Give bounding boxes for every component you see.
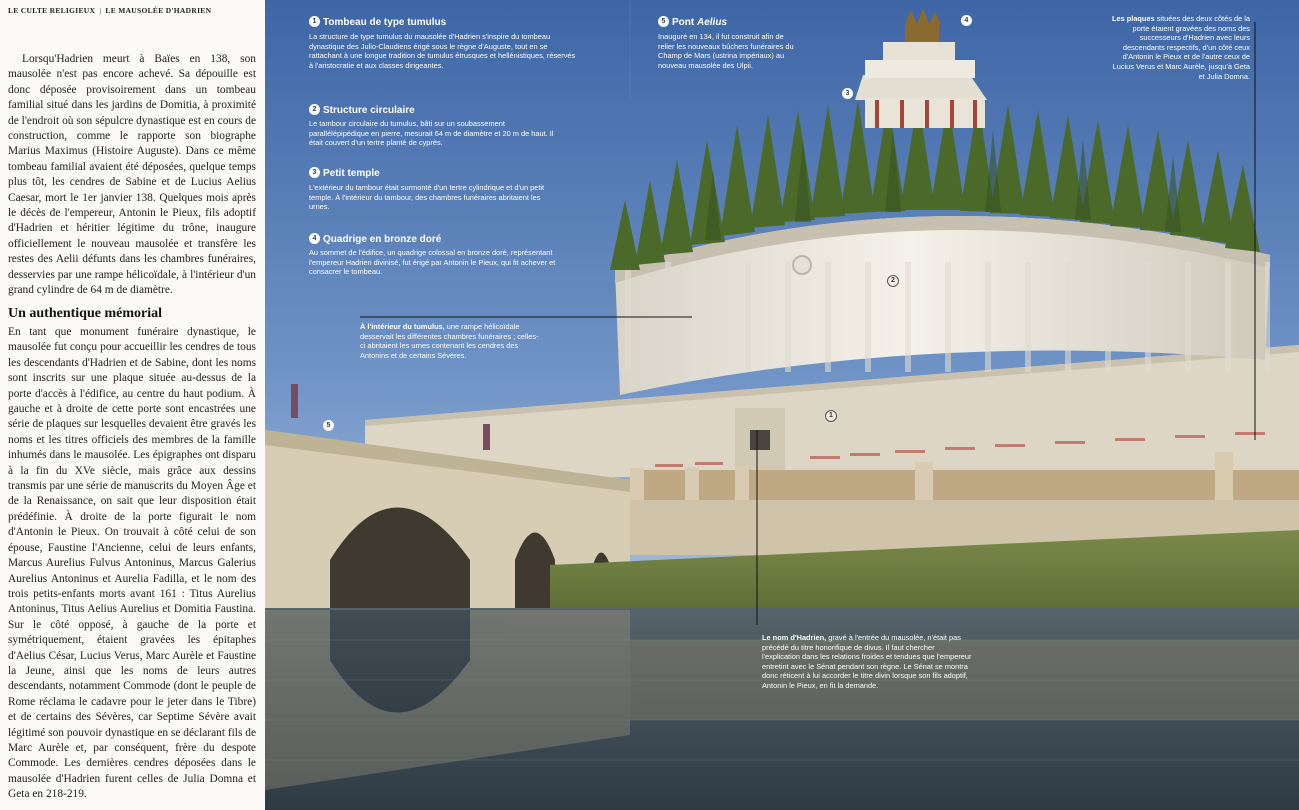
bridge-statue <box>291 384 298 418</box>
caption-2-title <box>309 105 415 116</box>
caption-1-title-text: Tombeau de type tumulus <box>323 17 447 29</box>
caption-3-title-text: Petit temple <box>323 168 380 180</box>
article-paragraph-2: En tant que monument funéraire dynastique, le mausolée fut conçu pour accueillir les cendres de tous les descendants d'Hadrien et de Sabine, dont les noms sont inscrits sur une plaque située au-dessus de la porte d'accès à l'édifice, au centre du haut podium. À gauche et à droite de cette porte sont encastrées une série de plaques sur lesquelles devaient être gravés les noms et les titres officiels des membres de la famille inhumés dans le mausolée. Les épigraphes ont disparu à la fin du XVe siècle, mais grâce aux dessins transmis par une série de manuscrits du Moyen Âge et de la Renaissance, on sait que leur disposition était prédéfinie. À droite de la porte figurait le nom d'Antonin le Pieux. On trouvait à côté celui de son épouse, Faustine l'Ancienne, celui de leurs enfants, Marcus Aurelius Fulvus Antoninus, Marcus Galerius Aurelius Antoninus et Aurelia Fadilla, et le nom des trois petits-enfants morts avant 161 : Titus Aurelius Antoninus, Titus Aelius Aurelius et Domitia Faustina. Sur le côté opposé, à gauche de la porte et symétriquement, étaient gravées les épitaphes d'Aelius César, Lucius Verus, Marc Aurèle et Faustine la Jeune, ainsi que les noms de leurs autres descendants, notamment Commode (dont le peuple de Rome réclama le cadavre pour le jeter dans le Tibre) et de certains des Sévères, car Septime Sévère avait légitimé son pouvoir dynastique en se déclarant fils de Marc Aurèle et, par conséquent, frère du despote Commode. Les dernières cendres déposées dans le mausolée d'Hadrien furent celles de Julia Domna et Geta en 218-219. <box>8 326 256 801</box>
small-temple-pediment <box>855 75 987 100</box>
article-paragraph-1: Lorsqu'Hadrien meurt à Baïes en 138, son mausolée n'est pas encore achevé. Sa dépouille est donc déposée provisoirement dans un tombeau familial situé dans les jardins de Domitia, à proximité de l'endroit où son sépulcre dynastique est en cours de construction, comme le rapporte son biographe Marius Maximus (Histoire Auguste). Dans ce même tombeau familial avaient été déposées, quelque temps plus tôt, les cendres de Sabine et de Lucius Aelius Caesar, mort le 1er janvier 138. Quelques mois après le décès de l'empereur, Antonin le Pieux, fils adoptif d'Hadrien et héritier légitime du trône, inaugure officiellement le nouveau mausolée et transfère les restes des Aelii défunts dans les chambres funéraires, desservies par une rampe hélicoïdale, à l'intérieur d'un grand cylindre de 64 m de diamètre. <box>8 53 256 297</box>
running-head-article: LE MAUSOLÉE D'HADRIEN <box>105 6 212 15</box>
caption-4-title-text: Quadrige en bronze doré <box>323 234 442 246</box>
caption-hadrien-lead: Le nom d'Hadrien, <box>762 633 827 642</box>
caption-5-number: 5 <box>658 16 669 27</box>
caption-1-text: La structure de type tumulus du mausolée d'Hadrien s'inspire du tombeau dynastique des Julio-Claudiens érigé sous le règne d'Auguste, tout en se rattachant à une longue tradition de tumulus étrusques et hellénistiques, réservés à l'aristocratie et aux classes dirigeantes. <box>309 32 576 70</box>
caption-hadrien <box>762 633 972 691</box>
caption-5-title <box>658 17 727 28</box>
caption-5-title-text: Pont <box>672 17 697 29</box>
caption-interior-body: une rampe hélicoïdale desservait les différentes chambres funéraires ; celles-ci abritaient les urnes contenant les cendres des Antonins et de certains Sévères. <box>360 322 539 360</box>
article-subheading: Un authentique mémorial <box>8 306 162 321</box>
caption-interior <box>360 322 540 360</box>
marker-3: 3 <box>842 88 853 99</box>
caption-2-title-text: Structure circulaire <box>323 105 415 117</box>
marker-2: 2 <box>887 275 899 287</box>
caption-hadrien-body: gravé à l'entrée du mausolée, n'était pas précédé du titre honorifique de divus. Il faut chercher l'explication dans les relations froides et tendues que l'empereur entretint avec le Sénat pendant son règne. Le Sénat se montra donc réticent à lui accorder le titre divin lorsque son fils adoptif, Antonin le Pieux, en fit la demande. <box>762 633 972 690</box>
caption-1-number: 1 <box>309 16 320 27</box>
caption-interior-lead: À l'intérieur du tumulus, <box>360 322 445 331</box>
caption-plaques-body: situées des deux côtés de la porte étaient gravées des noms des successeurs d'Hadrien avec leurs descendants respectifs, d'un côté ceux d'Antonin le Pieux et de l'autre ceux de Lucius Verus et Marc Aurèle, jusqu'à Geta et Julia Domna. <box>1112 14 1250 81</box>
caption-4-text: Au sommet de l'édifice, un quadrige colossal en bronze doré, représentant l'empereur Hadrien divinisé, fut érigé par Antonin le Pieux, qui fit achever et consacrer le tombeau. <box>309 248 556 277</box>
caption-3-number: 3 <box>309 167 320 178</box>
caption-5-text: Inauguré en 134, il fut construit afin de relier les nouveaux bûchers funéraires du Champ de Mars (ustrina impériaux) au nouveau mausolée des Ulpii. <box>658 32 794 70</box>
marker-1: 1 <box>825 410 837 422</box>
mausoleum-illustration <box>265 0 1299 810</box>
caption-4-title <box>309 234 441 245</box>
caption-2-text: Le tambour circulaire du tumulus, bâti sur un soubassement parallélépipédique en pierre, mesurait 64 m de diamètre et 20 m de haut. Il était couvert d'un tertre planté de cyprès. <box>309 119 554 148</box>
entrance-door <box>750 430 770 450</box>
bridge-statue <box>483 424 490 450</box>
small-temple-base <box>865 60 975 78</box>
caption-plaques-lead: Les plaques <box>1111 14 1155 23</box>
caption-1-title <box>309 17 446 28</box>
drum-oculus <box>793 256 811 274</box>
marker-4: 4 <box>961 15 972 26</box>
running-head <box>8 6 211 15</box>
caption-2-number: 2 <box>309 104 320 115</box>
caption-3-title <box>309 168 380 179</box>
caption-5-title-italic: Aelius <box>697 17 728 29</box>
caption-3-text: L'extérieur du tambour était surmonté d'un tertre cylindrique et d'un petit temple. À l'intérieur du tambour, des chambres funéraires abritaient les urnes. <box>309 183 545 212</box>
balustrade <box>630 470 1299 505</box>
article-column <box>0 0 265 810</box>
running-head-separator: | <box>99 6 102 15</box>
marker-5: 5 <box>323 420 334 431</box>
running-head-section: LE CULTE RELIGIEUX <box>8 6 96 15</box>
caption-4-number: 4 <box>309 233 320 244</box>
caption-plaques <box>1105 14 1250 81</box>
